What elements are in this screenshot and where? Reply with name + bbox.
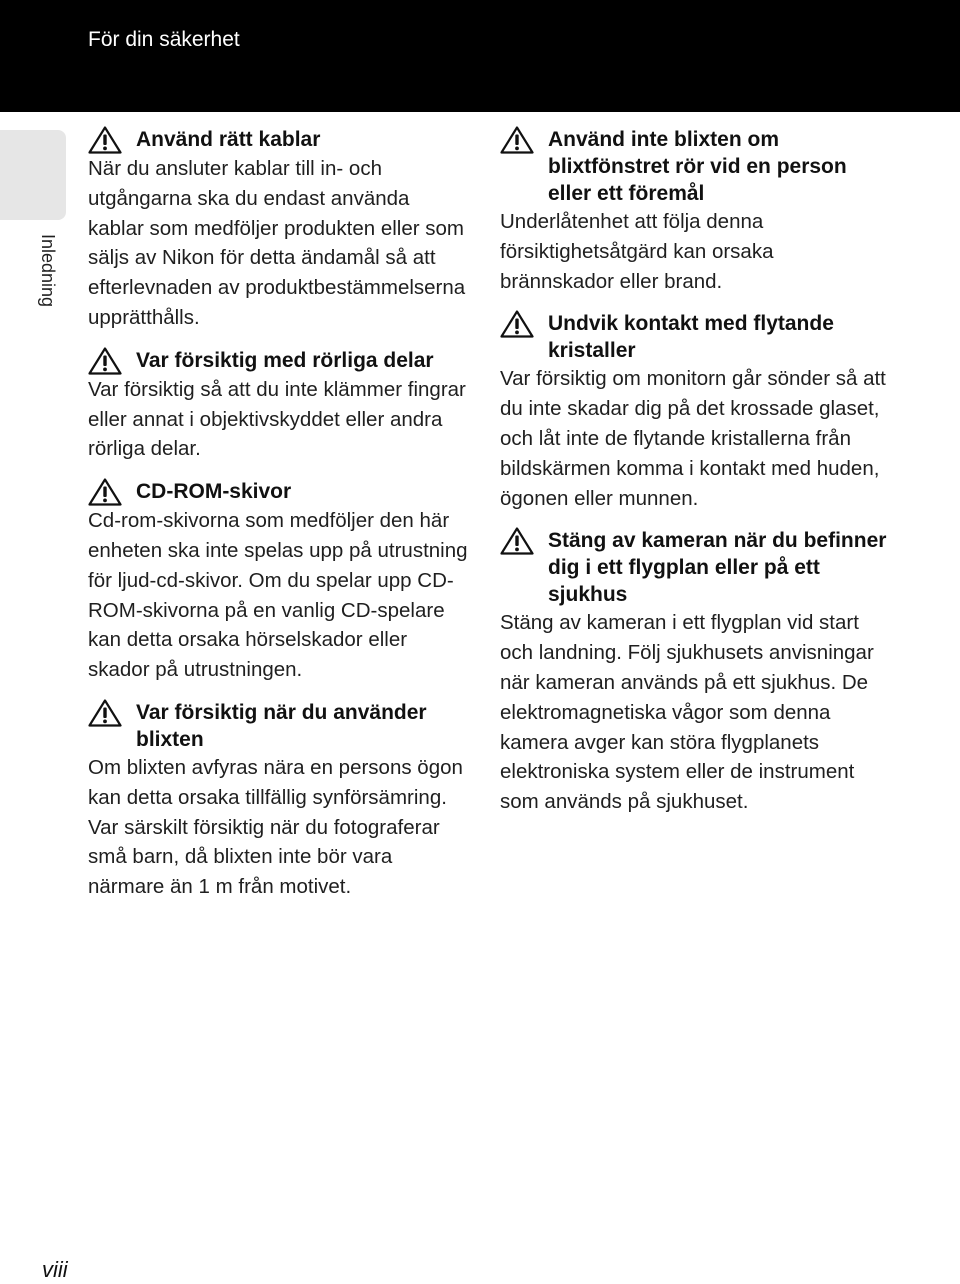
safety-section xyxy=(88,699,468,902)
section-body: Cd-rom-skivorna som medföljer den här enheten ska inte spelas upp på utrustning för ljud-cd-skivor. Om du spelar upp CD-ROM-skivorna på en vanlig CD-spelare kan detta orsaka hörselskador eller skador på utrustningen. xyxy=(88,509,468,682)
right-column xyxy=(500,126,890,831)
section-heading xyxy=(88,347,468,375)
safety-section xyxy=(88,478,468,685)
chapter-tab-label: Inledning xyxy=(38,234,58,308)
warning-triangle-icon xyxy=(500,527,534,555)
warning-triangle-icon xyxy=(500,126,534,154)
warning-triangle-icon xyxy=(88,347,122,375)
section-title: CD-ROM-skivor xyxy=(136,480,292,504)
safety-section xyxy=(500,527,890,817)
warning-triangle-icon xyxy=(500,310,534,338)
section-title: Var försiktig med rörliga delar xyxy=(136,348,434,372)
section-body: Underlåtenhet att följa denna försiktighetsåtgärd kan orsaka brännskador eller brand. xyxy=(500,210,774,293)
section-title: Använd inte blixten om blixtfönstret rör vid en person eller ett föremål xyxy=(548,128,847,205)
left-column xyxy=(88,126,468,916)
section-heading xyxy=(88,478,468,506)
section-title: Använd rätt kablar xyxy=(136,128,321,151)
page-header xyxy=(0,0,960,112)
section-title: Undvik kontakt med flytande kristaller xyxy=(548,312,834,363)
safety-section xyxy=(500,126,890,296)
section-heading xyxy=(88,699,468,753)
warning-triangle-icon xyxy=(88,126,122,154)
section-body: Stäng av kameran i ett flygplan vid start och landning. Följ sjukhusets anvisningar när kameran används på ett sjukhus. De elektromagnetiska vågor som denna kamera avger kan störa flygplanets elektroniska system eller de instrument som används på sjukhuset. xyxy=(500,611,874,814)
section-body: Om blixten avfyras nära en persons ögon kan detta orsaka tillfällig synförsämring. Var särskilt försiktig när du fotograferar små barn, då blixten inte bör vara närmare än 1 m från motivet. xyxy=(88,755,463,899)
section-heading xyxy=(88,126,468,154)
section-heading xyxy=(500,527,890,608)
section-body: Var försiktig om monitorn går sönder så att du inte skadar dig på det krossade glaset, och låt inte de flytande kristallerna från bildskärmen komma i kontakt med huden, ögonen eller munnen. xyxy=(500,367,886,510)
warning-triangle-icon xyxy=(88,478,122,506)
safety-section xyxy=(88,126,468,333)
page-number: viii xyxy=(42,1257,68,1282)
section-heading xyxy=(500,126,890,207)
section-title: Stäng av kameran när du befinner dig i ett flygplan eller på ett sjukhus xyxy=(548,529,887,607)
section-body: När du ansluter kablar till in- och utgångarna ska du endast använda kablar som medföljer produkten eller som säljs av Nikon för detta ändamål så att efterlevnaden av produktbestämmelserna upprätthålls. xyxy=(88,157,466,329)
section-body: Var försiktig så att du inte klämmer fingrar eller annat i objektivskyddet eller andra rörliga delar. xyxy=(88,377,466,461)
warning-triangle-icon xyxy=(88,699,122,727)
section-title: Var försiktig när du använder blixten xyxy=(136,700,427,751)
safety-section xyxy=(88,347,468,464)
header-title: För din säkerhet xyxy=(88,28,240,51)
section-heading xyxy=(500,310,890,364)
chapter-tab xyxy=(0,130,66,220)
safety-section xyxy=(500,310,890,513)
